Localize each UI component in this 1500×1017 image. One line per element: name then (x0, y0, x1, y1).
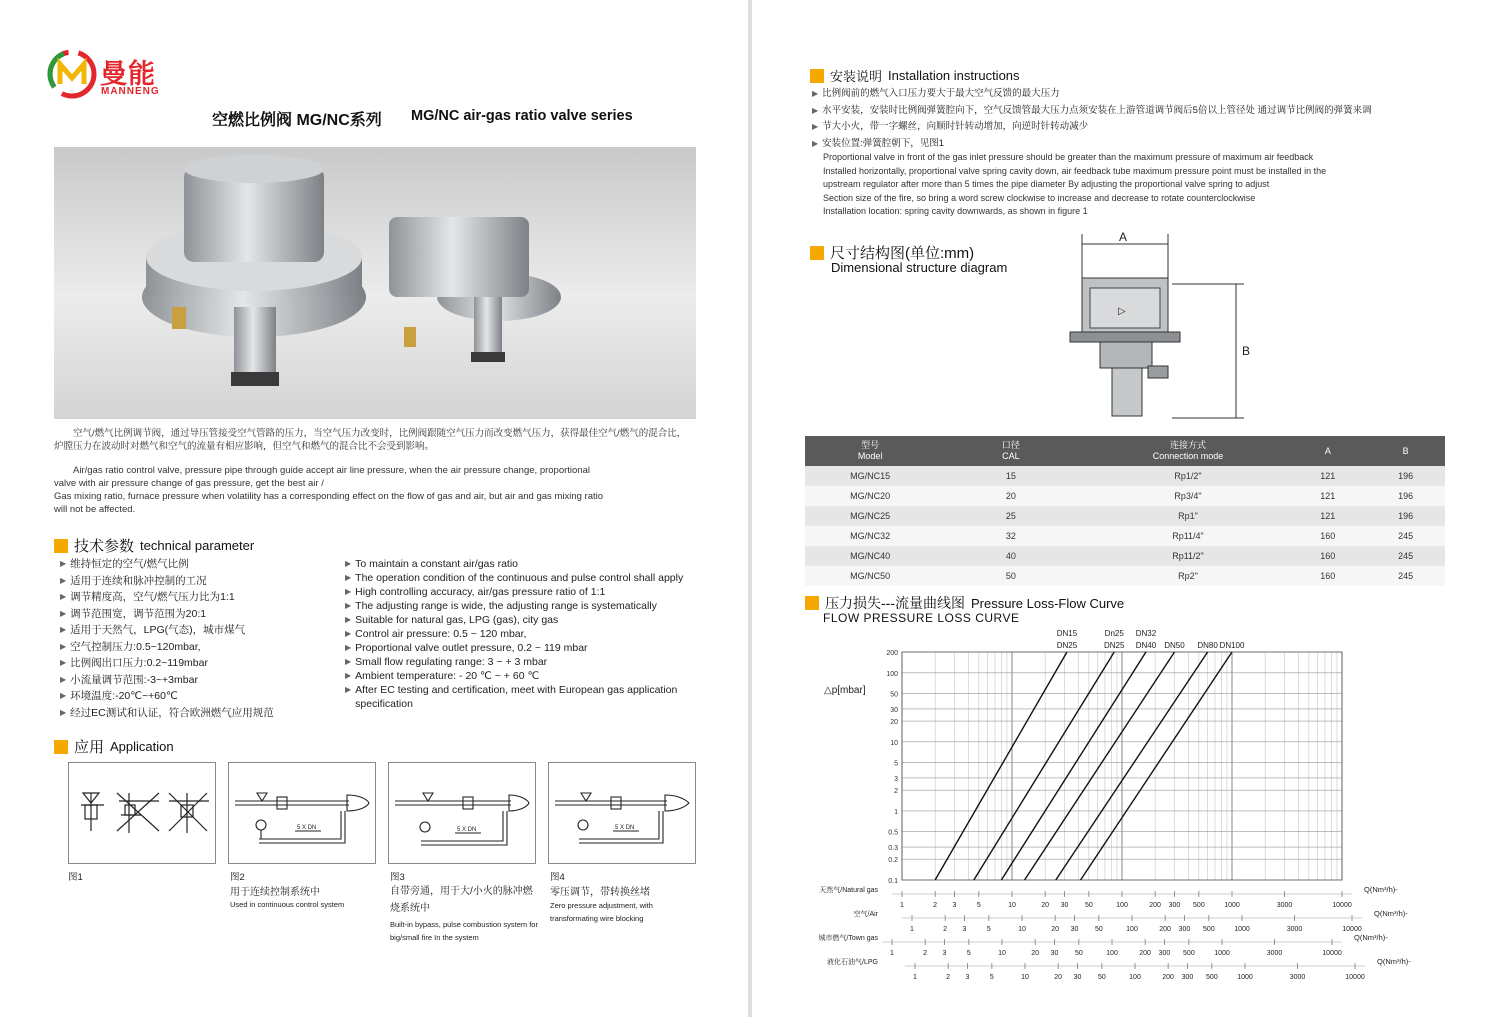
gas-scale-tick-label: 30 (1070, 926, 1079, 933)
curve-heading (805, 593, 1124, 613)
gas-scale-tick-label: 1 (900, 902, 904, 909)
cell-connection: Rp1/2" (1087, 466, 1290, 486)
tech-item-zh: ▶ 小流量调节范围:-3~+3mbar (60, 673, 198, 686)
cell-a: 160 (1289, 546, 1366, 566)
logo-mark-icon (46, 48, 98, 100)
tech-item-en: ▶ The adjusting range is wide, the adjusting range is systematically (345, 600, 657, 612)
fig3-dim-text: 5 X DN (457, 827, 477, 833)
product-photo (54, 147, 696, 419)
tech-item-zh-text: 比例阀出口压力:0.2~119mbar (70, 657, 208, 669)
cell-connection: Rp2" (1087, 566, 1290, 586)
continuous-control-diagram (229, 763, 375, 863)
col-model-en: Model (857, 451, 883, 461)
figure-4-caption-en: Zero pressure adjustment, with transformating wire blocking (550, 901, 653, 923)
cell-cal: 15 (935, 466, 1086, 486)
figure-2 (228, 762, 376, 864)
gas-scale-tick-label: 5 (976, 902, 981, 909)
cell-b: 196 (1366, 466, 1445, 486)
cell-connection: Rp11/4" (1087, 526, 1290, 546)
valve-dimension-drawing (1062, 228, 1262, 424)
brand-logo (46, 48, 98, 105)
install-en-line: Proportional valve in front of the gas inlet pressure should be greater than the maximum pressure of maximum air feedback (823, 152, 1314, 162)
gas-scale-tick-label: 1 (910, 926, 914, 933)
series-label-top: DN15 (1056, 629, 1078, 638)
y-tick-label: 20 (890, 719, 898, 727)
gas-scale-tick-label: 10 (1008, 902, 1016, 909)
gas-scale-tick-label: 30 (1073, 974, 1082, 980)
y-tick-label: 1 (894, 808, 898, 816)
col-connection-zh: 连接方式 (1169, 440, 1206, 450)
bypass-pulse-diagram (389, 763, 535, 863)
y-tick-label: 200 (886, 650, 898, 657)
cell-a: 160 (1289, 566, 1366, 586)
gas-scale-tick-label: 50 (1084, 902, 1093, 909)
gas-scale-tick-label: 100 (1129, 974, 1141, 980)
col-b: B (1366, 436, 1445, 466)
col-connection (1087, 436, 1290, 466)
tech-item-en-text: Small flow regulating range: 3 ~ + 3 mbar (355, 656, 548, 668)
y-tick-label: 50 (890, 691, 898, 699)
application-heading-zh: 应用 (74, 739, 105, 756)
gas-scale-tick-label: 200 (1162, 974, 1174, 980)
cell-cal: 32 (935, 526, 1086, 546)
page-title-en: MG/NC air-gas ratio valve series (411, 108, 633, 124)
gas-scale-tick-label: 300 (1178, 926, 1191, 933)
install-list-zh (812, 86, 1492, 152)
cell-a: 121 (1289, 486, 1366, 506)
cell-model: MG/NC50 (805, 566, 935, 586)
gas-scale-tick-label: 1 (890, 950, 894, 957)
gas-scale-name: 液化石油气/LPG (827, 959, 878, 966)
logo-text-en: MANNENG (101, 86, 160, 97)
y-tick-label: 0.2 (888, 857, 898, 865)
cell-cal: 25 (935, 506, 1086, 526)
cell-model: MG/NC25 (805, 506, 935, 526)
tech-item-zh-text: 空气控制压力:0.5~120mbar, (70, 640, 201, 653)
series-line-dn100 (1081, 652, 1232, 880)
tech-item-zh-text: 适用于连续和脉冲控制的工况 (70, 574, 207, 587)
y-tick-label: 0.5 (888, 829, 898, 837)
install-item-zh-text: 水平安装，安装时比例阀弹簧腔向下，空气反馈管最大压力点须安装在上游管道调节阀后5倍以上管径处 通过调节比例阀的弹簧来调 (822, 104, 1372, 116)
tech-item-en-text: After EC testing and certification, meet with European gas application specification (355, 684, 678, 710)
gas-scale-tick-label: 10000 (1342, 926, 1362, 933)
intro-en-line-4: will not be affected. (54, 504, 136, 515)
section-marker-icon (810, 69, 824, 83)
cell-b: 245 (1366, 526, 1445, 546)
spec-table (805, 436, 1445, 586)
cell-a: 160 (1289, 526, 1366, 546)
dimension-heading-zh: 尺寸结构图(单位:mm) (830, 245, 975, 262)
tech-item-zh-text: 维持恒定的空气/燃气比例 (70, 558, 189, 570)
tech-item-zh: ▶ 调节精度高，空气/燃气压力比为1:1 (60, 591, 235, 603)
tech-item-en-text: Suitable for natural gas, LPG (gas), city gas (355, 614, 559, 626)
tech-item-en: ▶ After EC testing and certification, meet with European gas application specification (345, 683, 695, 711)
tech-item-zh-text: 小流量调节范围:-3~+3mbar (70, 673, 198, 686)
installation-position-diagram (69, 763, 215, 863)
fig2-dim-text: 5 X DN (297, 825, 317, 831)
install-item-zh: ▶ 安装位置:弹簧腔朝下，见图1 (812, 136, 1492, 153)
cell-b: 245 (1366, 546, 1445, 566)
y-tick-label: 5 (894, 760, 898, 768)
intro-en-line-1: Air/gas ratio control valve, pressure pipe through guide accept air line pressure, when the air pressure change, proportional (73, 465, 590, 476)
tech-heading-zh: 技术参数 (74, 538, 135, 555)
gas-scale-tick-label: 10000 (1332, 902, 1352, 909)
intro-zh: 空气/燃气比例调节阀，通过导压管接受空气管路的压力，当空气压力改变时，比例阀跟随空气压力而改变燃气压力，获得最佳空气/燃气的混合比，炉膛压力在波动时对燃气和空气的流量有相应影响，但空气和燃气的混合比不会受到影响。 (54, 428, 687, 452)
gas-scale-tick-label: 3 (965, 974, 970, 980)
intro-en (54, 464, 694, 516)
gas-scale-tick-label: 500 (1193, 902, 1205, 909)
col-a: A (1289, 436, 1366, 466)
curve-heading-en: Pressure Loss-Flow Curve (971, 595, 1125, 611)
tech-item-en: ▶ The operation condition of the continuous and pulse control shall apply (345, 572, 684, 584)
gas-scale-tick-label: 20 (1031, 950, 1040, 957)
gas-scale-tick-label: 200 (1159, 926, 1171, 933)
col-cal-zh: 口径 (1001, 440, 1020, 450)
tech-item-en-text: The adjusting range is wide, the adjusting range is systematically (355, 600, 657, 612)
gas-scale-tick-label: 2 (943, 926, 948, 933)
install-en-line: upstream regulator after more than 5 times the pipe diameter By adjusting the proportional valve spring to adjust (823, 179, 1270, 189)
tech-item-en: ▶ Proportional valve outlet pressure, 0.2 ~ 119 mbar (345, 642, 588, 654)
section-marker-icon (54, 740, 68, 754)
gas-scale-tick-label: 10 (998, 950, 1006, 957)
gas-scale-tick-label: 10 (1021, 974, 1029, 980)
cell-cal: 20 (935, 486, 1086, 506)
install-en-line: Installed horizontally, proportional valve spring cavity down, air feedback tube maximum pressure point must be installed in the (823, 165, 1327, 176)
flow-arrow-icon: ▷ (1118, 306, 1126, 317)
table-row (805, 466, 1445, 486)
gas-scale-tick-label: 20 (1041, 902, 1050, 909)
tech-item-en-text: The operation condition of the continuous and pulse control shall apply (355, 572, 684, 584)
figure-2-caption-zh: 用于连续控制系统中 (230, 887, 320, 898)
tech-list-zh (60, 557, 340, 722)
tech-item-en: ▶ Control air pressure: 0.5 ~ 120 mbar, (345, 628, 527, 640)
application-heading-en: Application (110, 739, 174, 754)
tech-item-zh: ▶ 调节范围宽，调节范围为20:1 (60, 607, 207, 620)
col-cal-en: CAL (1002, 451, 1020, 461)
chart-ylabel: △p[mbar] (824, 685, 866, 696)
gas-scale-tick-label: 1 (913, 974, 917, 980)
tech-item-zh: ▶ 维持恒定的空气/燃气比例 (60, 558, 189, 570)
figure-2-label: 图2 (230, 872, 245, 883)
series-label-bottom: DN80 (1197, 641, 1218, 650)
table-row (805, 526, 1445, 546)
tech-item-zh-text: 调节精度高，空气/燃气压力比为1:1 (70, 591, 235, 603)
fig4-dim-text: 5 X DN (615, 825, 635, 831)
figure-2-caption-en: Used in continuous control system (230, 900, 345, 909)
install-item-zh: ▶ 比例阀前的燃气入口压力要大于最大空气反馈的最大压力 (812, 86, 1492, 103)
tech-item-en-text: To maintain a constant air/gas ratio (355, 558, 518, 570)
gas-scale-tick-label: 20 (1054, 974, 1063, 980)
y-tick-label: 0.1 (888, 878, 898, 885)
gas-scale-tick-label: 3 (952, 902, 957, 909)
tech-heading-en: technical parameter (140, 538, 255, 553)
install-en-line: Section size of the fire, so bring a word screw clockwise to increase and decrease to rotate counterclockwise (823, 192, 1256, 203)
tech-item-zh: ▶ 经过EC测试和认证，符合欧洲燃气应用规范 (60, 706, 274, 719)
col-cal (935, 436, 1086, 466)
gas-scale-tick-label: 10 (1018, 926, 1026, 933)
cell-a: 121 (1289, 466, 1366, 486)
install-heading (810, 66, 1020, 85)
cell-cal: 50 (935, 566, 1086, 586)
gas-scale-tick-label: 200 (1139, 950, 1151, 957)
series-label-top: DN32 (1135, 629, 1157, 638)
install-item-zh: ▶ 节大小火，带一字螺丝，向顺时针转动增加，向逆时针转动减少 (812, 119, 1492, 136)
install-en-line: Installation location: spring cavity downwards, as shown in figure 1 (823, 206, 1088, 216)
figure-4 (548, 762, 696, 864)
cell-b: 196 (1366, 506, 1445, 526)
figure-3-caption-en: Built-in bypass, pulse combustion system for big/small fire In the system (390, 920, 538, 942)
gas-scale-tick-label: 1000 (1234, 926, 1250, 933)
gas-scale-tick-label: 500 (1206, 974, 1218, 980)
gas-scale-unit: Q(Nm³/h)- (1354, 933, 1388, 942)
install-heading-zh: 安装说明 (830, 69, 883, 84)
tech-item-zh: ▶ 适用于连续和脉冲控制的工况 (60, 574, 207, 587)
tech-list-en (345, 557, 695, 711)
series-label-bottom: DN100 (1219, 641, 1245, 650)
figure-1-label: 图1 (68, 872, 83, 883)
gas-scale-tick-label: 2 (933, 902, 938, 909)
gas-scale-tick-label: 300 (1181, 974, 1194, 980)
col-model (805, 436, 935, 466)
gas-scale-tick-label: 300 (1158, 950, 1171, 957)
cell-model: MG/NC40 (805, 546, 935, 566)
figure-1 (68, 762, 216, 864)
gas-scale-tick-label: 3000 (1289, 974, 1306, 980)
gas-scale-unit: Q(Nm³/h)- (1377, 957, 1411, 966)
gas-scale-tick-label: 200 (1149, 902, 1161, 909)
cell-b: 196 (1366, 486, 1445, 506)
table-row (805, 506, 1445, 526)
gas-scale-tick-label: 2 (923, 950, 928, 957)
curve-subtitle: FLOW PRESSURE LOSS CURVE (823, 611, 1020, 625)
gas-scale-tick-label: 30 (1050, 950, 1059, 957)
cell-b: 245 (1366, 566, 1445, 586)
dimension-label-b: B (1242, 344, 1251, 358)
col-connection-en: Connection mode (1152, 451, 1224, 461)
gas-scale-tick-label: 3 (942, 950, 947, 957)
gas-scale-tick-label: 3000 (1286, 926, 1303, 933)
tech-item-zh: ▶ 比例阀出口压力:0.2~119mbar (60, 657, 208, 669)
gas-scale-tick-label: 1000 (1214, 950, 1230, 957)
cell-cal: 40 (935, 546, 1086, 566)
y-tick-label: 0.3 (888, 845, 898, 853)
intro-en-line-2: valve with air pressure change of gas pressure, get the best air / (54, 478, 324, 489)
gas-scale-tick-label: 3 (962, 926, 967, 933)
gas-scale-tick-label: 500 (1183, 950, 1195, 957)
dimension-heading-en: Dimensional structure diagram (831, 260, 1008, 275)
series-label-bottom: DN25 (1104, 641, 1125, 650)
curve-heading-zh: 压力损失---流量曲线图 (825, 595, 965, 611)
y-tick-label: 10 (890, 739, 898, 747)
gas-scale-tick-label: 30 (1060, 902, 1069, 909)
install-item-zh: ▶ 水平安装，安装时比例阀弹簧腔向下，空气反馈管最大压力点须安装在上游管道调节阀后5倍以上管径处 通过调节比例阀的弹簧来调 (812, 103, 1492, 120)
tech-item-en: ▶ Suitable for natural gas, LPG (gas), city gas (345, 614, 559, 626)
cell-a: 121 (1289, 506, 1366, 526)
install-item-zh-text: 节大小火，带一字螺丝，向顺时针转动增加，向逆时针转动减少 (822, 121, 1089, 132)
section-marker-icon (805, 596, 819, 610)
gas-scale-unit: Q(Nm³/h)- (1374, 909, 1408, 918)
dimension-label-a: A (1119, 230, 1128, 244)
gas-scale-tick-label: 10000 (1345, 974, 1365, 980)
col-model-zh: 型号 (861, 440, 880, 450)
gas-scale-tick-label: 10000 (1322, 950, 1342, 957)
tech-item-zh-text: 适用于天然气，LPG(气态)，城市煤气 (70, 624, 246, 636)
gas-scale-tick-label: 1000 (1224, 902, 1240, 909)
tech-item-zh-text: 调节范围宽，调节范围为20:1 (70, 607, 207, 620)
gas-scale-tick-label: 2 (946, 974, 951, 980)
gas-scale-name: 天然气/Natural gas (819, 887, 878, 894)
spec-table-wrap (805, 436, 1445, 586)
table-row (805, 486, 1445, 506)
cell-model: MG/NC20 (805, 486, 935, 506)
figure-3 (388, 762, 536, 864)
install-item-zh-text: 比例阀前的燃气入口压力要大于最大空气反馈的最大压力 (822, 88, 1060, 99)
install-item-zh-text: 安装位置:弹簧腔朝下，见图1 (822, 137, 945, 149)
dimension-drawing (1062, 228, 1262, 424)
logo-text-zh: 曼能 (100, 59, 156, 89)
tech-item-zh-text: 环境温度:-20℃~+60℃ (70, 690, 178, 702)
series-label-bottom: DN50 (1164, 641, 1185, 650)
series-label-bottom: DN25 (1056, 641, 1078, 650)
gas-scale-tick-label: 5 (966, 950, 971, 957)
gas-scale-tick-label: 500 (1203, 926, 1215, 933)
figure-4-label: 图4 (550, 872, 565, 883)
install-heading-en: Installation instructions (888, 68, 1020, 83)
y-tick-label: 3 (894, 775, 898, 783)
left-page (0, 0, 748, 1017)
gas-scale-tick-label: 300 (1168, 902, 1181, 909)
section-marker-icon (810, 246, 824, 260)
gas-scale-tick-label: 50 (1097, 974, 1106, 980)
gas-scale-tick-label: 100 (1116, 902, 1128, 909)
table-row (805, 566, 1445, 586)
gas-scale-tick-label: 100 (1106, 950, 1118, 957)
valve-photo-illustration (54, 147, 696, 419)
tech-item-zh: ▶ 空气控制压力:0.5~120mbar, (60, 640, 201, 653)
y-tick-label: 2 (894, 788, 898, 796)
gas-scale-tick-label: 5 (989, 974, 994, 980)
gas-scale-tick-label: 3000 (1266, 950, 1283, 957)
gas-scale-tick-label: 50 (1094, 926, 1103, 933)
cell-connection: Rp3/4" (1087, 486, 1290, 506)
install-en (823, 151, 1493, 219)
right-page (752, 0, 1500, 1017)
figure-4-caption-zh: 零压调节，带转换丝堵 (550, 887, 650, 898)
tech-item-en-text: Control air pressure: 0.5 ~ 120 mbar, (355, 628, 527, 640)
tech-item-en-text: Ambient temperature: - 20 ℃ ~ + 60 ℃ (355, 670, 540, 682)
table-row (805, 546, 1445, 566)
tech-item-zh: ▶ 适用于天然气，LPG(气态)，城市煤气 (60, 624, 246, 636)
series-label-bottom: DN40 (1135, 641, 1157, 650)
section-marker-icon (54, 539, 68, 553)
cell-connection: Rp11/2" (1087, 546, 1290, 566)
y-tick-label: 30 (890, 706, 898, 714)
series-label-top: Dn25 (1104, 629, 1124, 638)
tech-item-en: ▶ High controlling accuracy, air/gas pressure ratio of 1:1 (345, 586, 606, 598)
series-line-dn80 (1056, 652, 1208, 880)
tech-item-zh-text: 经过EC测试和认证，符合欧洲燃气应用规范 (70, 706, 274, 719)
cell-model: MG/NC32 (805, 526, 935, 546)
tech-item-zh: ▶ 环境温度:-20℃~+60℃ (60, 690, 178, 702)
application-heading (54, 736, 174, 757)
gas-scale-name: 空气/Air (853, 911, 878, 918)
cell-model: MG/NC15 (805, 466, 935, 486)
gas-scale-tick-label: 50 (1074, 950, 1083, 957)
cell-connection: Rp1" (1087, 506, 1290, 526)
intro-en-line-3: Gas mixing ratio, furnace pressure when volatility has a corresponding effect on the flow of gas and air, but air and gas mixing ratio (54, 491, 604, 502)
gas-scale-tick-label: 1000 (1237, 974, 1253, 980)
tech-item-en-text: High controlling accuracy, air/gas pressure ratio of 1:1 (355, 586, 606, 598)
tech-item-en: ▶ Ambient temperature: - 20 ℃ ~ + 60 ℃ (345, 670, 540, 682)
y-tick-label: 100 (886, 670, 898, 678)
gas-scale-tick-label: 5 (986, 926, 991, 933)
tech-item-en-text: Proportional valve outlet pressure, 0.2 ~ 119 mbar (355, 642, 588, 654)
figure-3-caption-zh: 自带旁通，用于大/小火的脉冲燃烧系统中 (390, 886, 533, 914)
zero-pressure-diagram (549, 763, 695, 863)
gas-scale-tick-label: 100 (1126, 926, 1138, 933)
table-header-row (805, 436, 1445, 466)
page-title-zh: 空燃比例阀 MG/NC系列 (212, 112, 382, 129)
gas-scale-name: 城市燃气/Town gas (818, 935, 878, 942)
tech-item-en: ▶ To maintain a constant air/gas ratio (345, 558, 518, 570)
pressure-loss-chart (752, 620, 1500, 980)
tech-heading (54, 535, 254, 556)
gas-scale-unit: Q(Nm³/h)- (1364, 885, 1398, 894)
gas-scale-tick-label: 20 (1051, 926, 1060, 933)
tech-item-en: ▶ Small flow regulating range: 3 ~ + 3 mbar (345, 656, 548, 668)
gas-scale-tick-label: 3000 (1276, 902, 1293, 909)
series-line-dn32 (1001, 652, 1146, 880)
figure-3-label: 图3 (390, 872, 405, 883)
